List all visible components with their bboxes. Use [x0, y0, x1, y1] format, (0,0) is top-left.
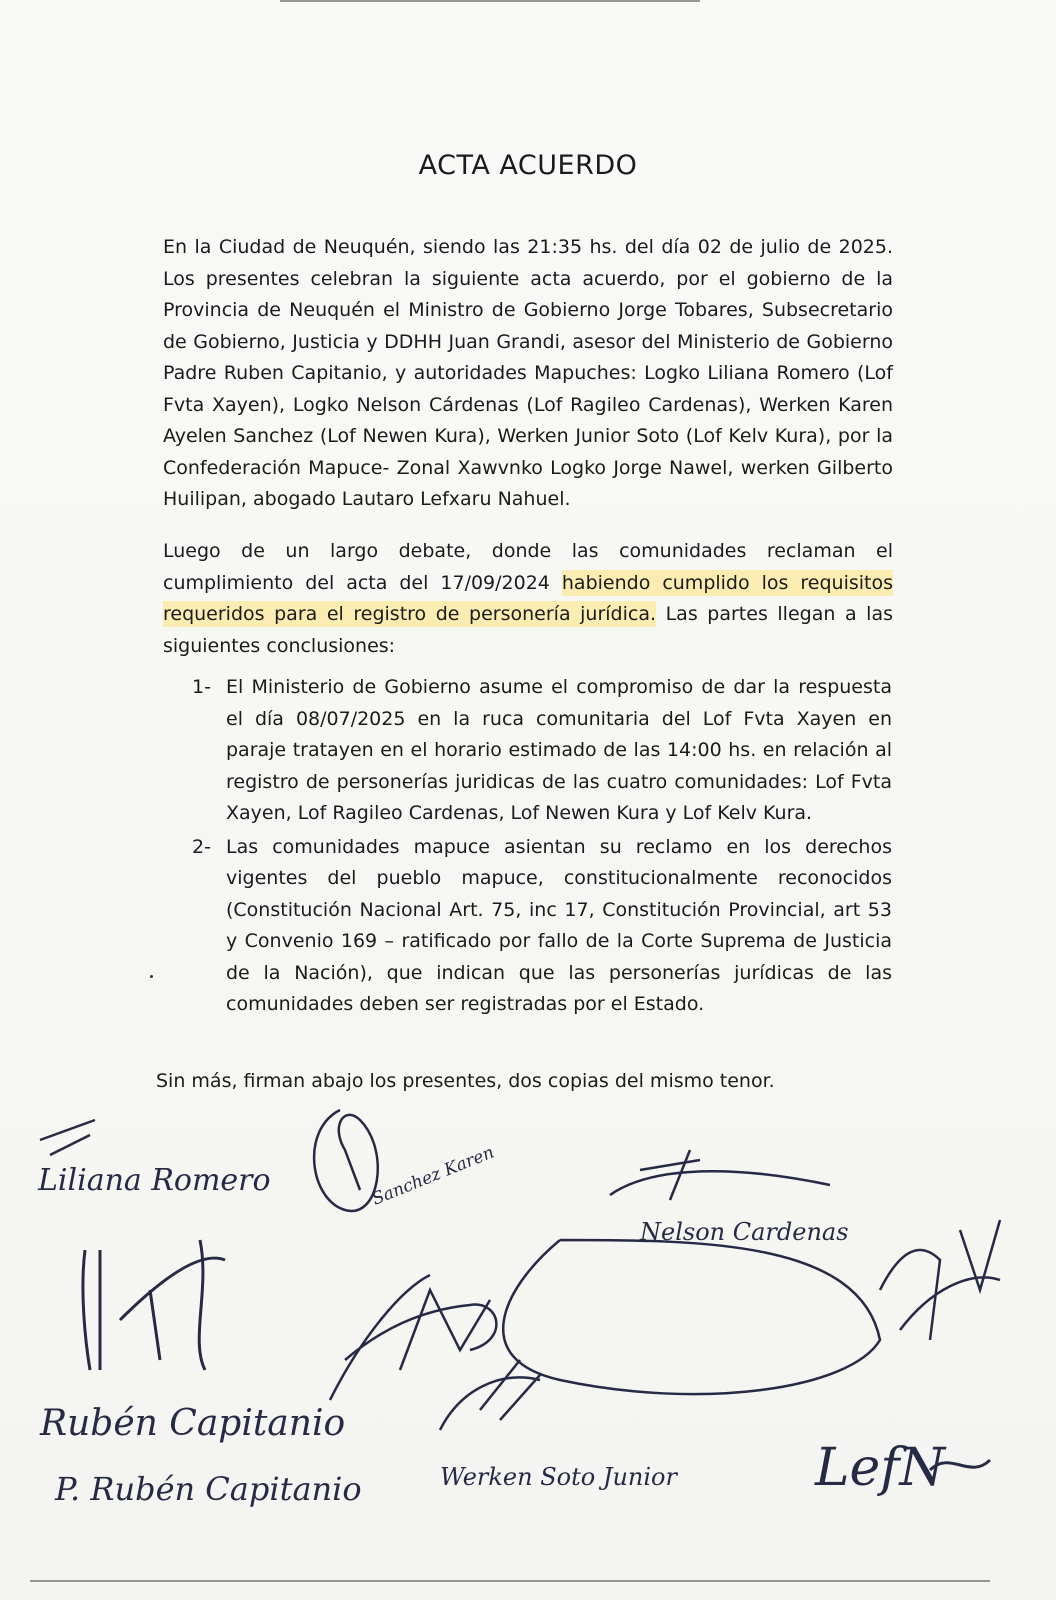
- stray-mark: [150, 975, 153, 978]
- document-title: ACTA ACUERDO: [418, 150, 638, 181]
- list-item: [192, 832, 892, 1021]
- scan-edge-bottom: [30, 1580, 990, 1586]
- signature-text-soto: Werken Soto Junior: [440, 1463, 677, 1491]
- signature-liliana-romero: [37, 1120, 271, 1198]
- signature-karen-sanchez: [314, 1110, 497, 1211]
- signature-right: [880, 1220, 1000, 1340]
- signature-nelson-cardenas: [610, 1150, 849, 1246]
- list-item: [192, 672, 892, 830]
- signature-text-ruben: Rubén Capitanio: [40, 1403, 346, 1444]
- signature-text-ruben-2: P. Rubén Capitanio: [55, 1470, 362, 1508]
- signature-lef: [814, 1438, 990, 1498]
- paragraph-debate: [163, 536, 893, 662]
- highlighted-text: habiendo cumplido los requisitos requeridos para el registro de personería jurídica.: [163, 571, 894, 625]
- list-item-number: 1-: [192, 676, 211, 698]
- list-item-text: El Ministerio de Gobierno asume el compromiso de dar la respuesta el día 08/07/2025 en la ruca comunitaria del Lof Fvta Xayen en paraje tratayen en el horario estimado de las 14:00 hs. en relación al registro de personerías juridicas de las cuatro comunidades: Lof Fvta Xayen, Lof Ragileo Cardenas, Lof Newen Kura y Lof Kelv Kura.: [226, 676, 892, 824]
- closing-statement: Sin más, firman abajo los presentes, dos copias del mismo tenor.: [156, 1070, 775, 1092]
- signature-scribble-middle: [330, 1275, 496, 1400]
- signature-ruben-capitanio: [39, 1240, 362, 1508]
- scan-edge-top: [280, 0, 700, 8]
- signature-text-lef: LefN: [815, 1438, 946, 1498]
- signatures-area: [0, 1090, 1056, 1590]
- signature-text-karen: Sanchez Karen: [369, 1142, 498, 1210]
- conclusions-list: [192, 672, 892, 1023]
- list-item-number: 2-: [192, 835, 211, 858]
- paragraph-debate-start: Luego de un largo debate, donde las comunidades reclaman el cumplimiento del acta del 17/09/2024: [163, 540, 893, 594]
- list-item-text: Las comunidades mapuce asientan su reclamo en los derechos vigentes del pueblo mapuce, constitucionalmente reconocidos (Constitución Nacional Art. 75, inc 17, Constitución Provincial, art 53 y Convenio 169 – ratificado por fallo de la Corte Suprema de Justicia de la Nación), que indican que las personerías jurídicas de las comunidades deben ser registradas por el Estado.: [226, 835, 892, 1015]
- signature-soto-junior: [440, 1240, 880, 1491]
- paragraph-intro: En la Ciudad de Neuquén, siendo las 21:35 hs. del día 02 de julio de 2025. Los presentes celebran la siguiente acta acuerdo, por el gobierno de la Provincia de Neuquén el Ministro de Gobierno Jorge Tobares, Subsecretario de Gobierno, Justicia y DDHH Juan Grandi, asesor del Ministerio de Gobierno Padre Ruben Capitanio, y autoridades Mapuches: Logko Liliana Romero (Lof Fvta Xayen), Logko Nelson Cárdenas (Lof Ragileo Cardenas), Werken Karen Ayelen Sanchez (Lof Newen Kura), Werken Junior Soto (Lof Kelv Kura), por la Confederación Mapuce- Zonal Xawvnko Logko Jorge Nawel, werken Gilberto Huilipan, abogado Lautaro Lefxaru Nahuel.: [163, 236, 893, 510]
- signature-text-liliana: Liliana Romero: [38, 1163, 271, 1198]
- paragraph-debate-end: Las partes llegan a las siguientes conclusiones:: [163, 603, 893, 657]
- signature-text-nelson: Nelson Cardenas: [640, 1218, 849, 1246]
